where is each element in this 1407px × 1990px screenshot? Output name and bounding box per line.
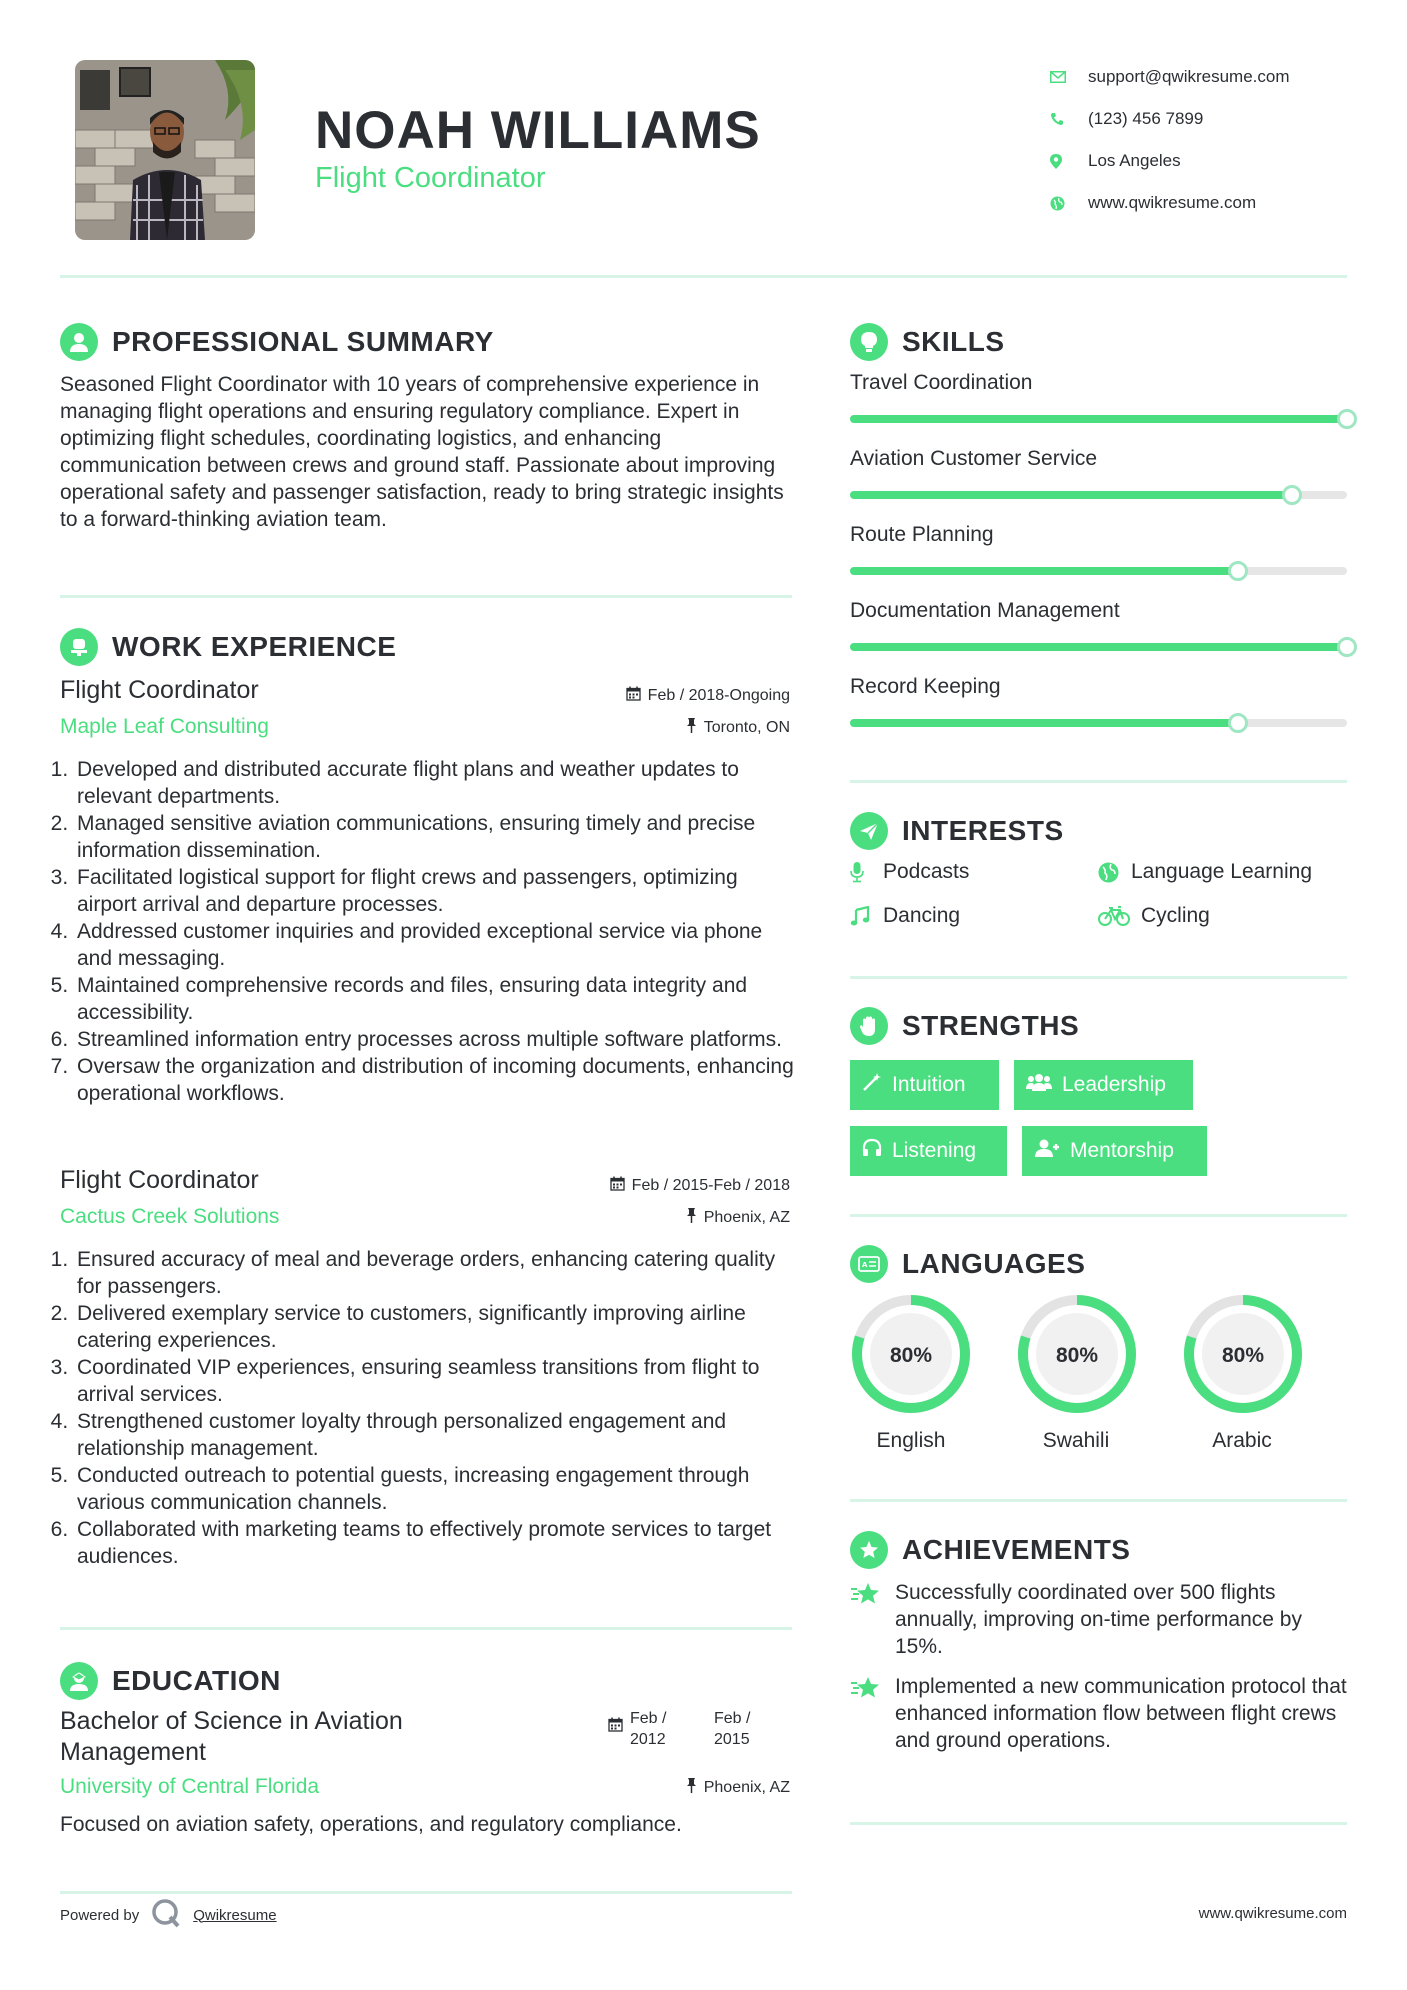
summary-heading: PROFESSIONAL SUMMARY	[60, 323, 494, 361]
list-item: 2. Delivered exemplary service to customers, significantly improving airline catering experiences.	[74, 1300, 795, 1354]
list-item: 6. Collaborated with marketing teams to effectively promote services to target audiences.	[74, 1516, 795, 1570]
skills-divider	[850, 780, 1347, 783]
list-item: 6. Streamlined information entry processes across multiple software platforms.	[74, 1026, 795, 1053]
calendar-icon	[626, 686, 641, 706]
svg-text:A: A	[862, 1261, 868, 1269]
map-pin-icon	[1050, 154, 1088, 169]
education-location: Phoenix, AZ	[686, 1778, 790, 1798]
qwikresume-link[interactable]: Qwikresume	[193, 1906, 277, 1924]
interests-heading: INTERESTS	[850, 812, 1064, 850]
list-item: 5. Conducted outreach to potential guests, increasing engagement through various communication channels.	[74, 1462, 795, 1516]
interest-item-podcasts: Podcasts	[850, 860, 969, 884]
job-title: Flight Coordinator	[60, 676, 259, 704]
skill-name: Travel Coordination	[850, 371, 1033, 394]
job-bullets	[55, 1246, 795, 1570]
contact-website[interactable]: www.qwikresume.com	[1050, 182, 1390, 224]
briefcase-icon	[60, 628, 98, 666]
skill-bar-fill	[850, 719, 1238, 727]
skill-bar-fill	[850, 491, 1292, 499]
achievements-heading: ACHIEVEMENTS	[850, 1531, 1130, 1569]
job-date: Feb / 2015-Feb / 2018	[610, 1176, 790, 1196]
list-item: 5. Maintained comprehensive records and files, ensuring data integrity and accessibility.	[74, 972, 795, 1026]
qwikresume-logo-icon	[151, 1898, 181, 1932]
star-icon	[850, 1579, 895, 1660]
paper-plane-icon	[850, 812, 888, 850]
strengths-heading: STRENGTHS	[850, 1007, 1079, 1045]
profile-photo	[75, 60, 255, 240]
lightbulb-icon	[850, 323, 888, 361]
degree-title: Bachelor of Science in Aviation Management	[60, 1707, 403, 1766]
achievements-divider	[850, 1822, 1347, 1825]
skill-name: Route Planning	[850, 523, 994, 546]
list-item: 3. Coordinated VIP experiences, ensuring seamless transitions from flight to arrival services.	[74, 1354, 795, 1408]
contact-location: Los Angeles	[1050, 140, 1390, 182]
language-percent: 80%	[1221, 1344, 1265, 1367]
star-badge-icon	[850, 1531, 888, 1569]
list-item: 7. Oversaw the organization and distribution of incoming documents, enhancing operational workflows.	[74, 1053, 795, 1107]
company-name: Cactus Creek Solutions	[60, 1205, 280, 1228]
skill-name: Record Keeping	[850, 675, 1001, 698]
language-label-arabic: Arabic	[1212, 1429, 1272, 1452]
company-name: Maple Leaf Consulting	[60, 715, 269, 738]
bicycle-icon	[1098, 906, 1141, 926]
skill-name: Aviation Customer Service	[850, 447, 1098, 470]
footer-powered-by: Powered by Qwikresume	[60, 1898, 277, 1932]
strengths-divider	[850, 1214, 1347, 1217]
education-description: Focused on aviation safety, operations, and regulatory compliance.	[60, 1813, 682, 1836]
education-dates: Feb / 2012 Feb / 2015	[608, 1708, 760, 1750]
contact-phone[interactable]: (123) 456 7899	[1050, 98, 1390, 140]
summary-divider	[60, 595, 792, 598]
microphone-icon	[850, 861, 883, 883]
language-ring	[1023, 1300, 1131, 1408]
pushpin-icon	[686, 1208, 697, 1228]
language-label-english: English	[876, 1429, 946, 1452]
date-separator	[683, 1708, 689, 1718]
pushpin-icon	[686, 718, 697, 738]
language-ring	[857, 1300, 965, 1408]
interest-item-cycling: Cycling	[1098, 904, 1210, 928]
user-icon	[60, 323, 98, 361]
list-item: 4. Strengthened customer loyalty through personalized engagement and relationship management.	[74, 1408, 795, 1462]
skill-bar-fill	[850, 643, 1347, 651]
list-item: 2. Managed sensitive aviation communications, ensuring timely and precise information dissemination.	[74, 810, 795, 864]
skill-bar	[850, 491, 1347, 499]
education-heading: EDUCATION	[60, 1662, 281, 1700]
skill-bar-knob	[1228, 561, 1248, 581]
job-title: Flight Coordinator	[60, 1166, 259, 1194]
list-item: 3. Facilitated logistical support for flight crews and passengers, optimizing airport arrival and departure processes.	[74, 864, 795, 918]
language-percent: 80%	[889, 1344, 933, 1367]
id-card-icon	[850, 1245, 888, 1283]
hand-icon	[850, 1007, 888, 1045]
list-item: 1. Ensured accuracy of meal and beverage orders, enhancing catering quality for passengers.	[74, 1246, 795, 1300]
envelope-icon	[1050, 71, 1088, 83]
achievement-item: Successfully coordinated over 500 flights annually, improving on-time performance by 15%.	[850, 1579, 1347, 1660]
job-bullets	[55, 756, 795, 1107]
job-location: Phoenix, AZ	[686, 1208, 790, 1228]
summary-text: Seasoned Flight Coordinator with 10 years of comprehensive experience in managing flight operations and ensuring regulatory compliance. Expert in optimizing flight schedules, coordinating logistics, and enhancing communication between crews and ground staff. Passionate about improving operational safety and passenger satisfaction, ready to bring strategic insights to a forward-thinking aviation team.	[60, 373, 784, 531]
candidate-title: Flight Coordinator	[315, 162, 546, 194]
interest-item-language-learning: Language Learning	[1098, 860, 1312, 884]
headphones-icon	[862, 1138, 882, 1164]
strength-tag-listening: Listening	[850, 1126, 1007, 1176]
languages-divider	[850, 1499, 1347, 1502]
achievement-item: Implemented a new communication protocol that enhanced information flow between flight crews and ground operations.	[850, 1673, 1347, 1754]
footer-website[interactable]: www.qwikresume.com	[1198, 1905, 1347, 1922]
graduate-icon	[60, 1662, 98, 1700]
skill-bar-fill	[850, 567, 1238, 575]
interest-item-dancing: Dancing	[850, 904, 960, 928]
skill-bar-fill	[850, 415, 1347, 423]
skill-bar-knob	[1337, 409, 1357, 429]
language-ring	[1189, 1300, 1297, 1408]
job-location: Toronto, ON	[686, 718, 790, 738]
contact-email[interactable]: support@qwikresume.com	[1050, 56, 1390, 98]
globe-icon	[1098, 862, 1131, 883]
calendar-icon	[608, 1708, 623, 1737]
skill-bar-knob	[1282, 485, 1302, 505]
header-divider	[60, 275, 1347, 278]
users-icon	[1026, 1072, 1052, 1098]
calendar-icon	[610, 1176, 625, 1196]
education-divider	[60, 1891, 792, 1894]
strength-tag-leadership: Leadership	[1014, 1060, 1193, 1110]
skill-bar	[850, 719, 1347, 727]
language-percent: 80%	[1055, 1344, 1099, 1367]
phone-icon	[1050, 112, 1088, 126]
contact-list	[1050, 56, 1390, 224]
skills-heading: SKILLS	[850, 323, 1005, 361]
globe-icon	[1050, 196, 1088, 211]
job-date: Feb / 2018-Ongoing	[626, 686, 790, 706]
skill-bar	[850, 415, 1347, 423]
languages-heading: A LANGUAGES	[850, 1245, 1085, 1283]
strength-tag-mentorship: Mentorship	[1022, 1126, 1207, 1176]
pushpin-icon	[686, 1778, 697, 1798]
skill-bar-knob	[1228, 713, 1248, 733]
skill-bar	[850, 567, 1347, 575]
experience-divider	[60, 1627, 792, 1630]
skill-bar-knob	[1337, 637, 1357, 657]
skill-name: Documentation Management	[850, 599, 1120, 622]
experience-heading: WORK EXPERIENCE	[60, 628, 396, 666]
star-icon	[850, 1673, 895, 1754]
music-note-icon	[850, 906, 883, 926]
list-item: 1. Developed and distributed accurate flight plans and weather updates to relevant departments.	[74, 756, 795, 810]
language-label-swahili: Swahili	[1042, 1429, 1110, 1452]
candidate-name: NOAH WILLIAMS	[315, 101, 761, 160]
user-plus-icon	[1034, 1138, 1060, 1164]
magic-wand-icon	[862, 1072, 882, 1098]
school-name: University of Central Florida	[60, 1775, 320, 1798]
skill-bar	[850, 643, 1347, 651]
strength-tag-intuition: Intuition	[850, 1060, 999, 1110]
interests-divider	[850, 976, 1347, 979]
list-item: 4. Addressed customer inquiries and provided exceptional service via phone and messaging.	[74, 918, 795, 972]
language-rings	[840, 1284, 1340, 1424]
